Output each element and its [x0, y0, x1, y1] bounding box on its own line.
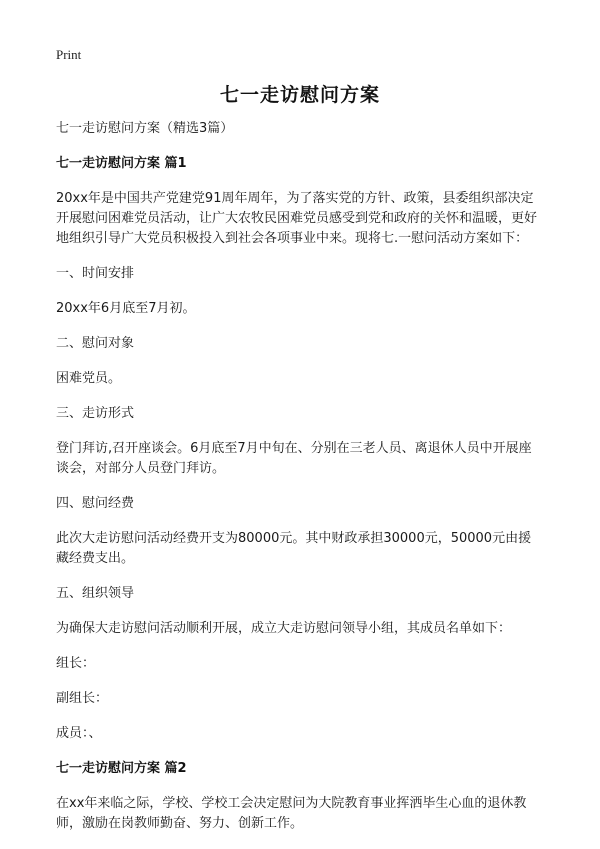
intro-paragraph: 20xx年是中国共产党建党91周年周年，为了落实党的方针、政策，县委组织部决定开展慰问困难党员活动，让广大农牧民困难党员感受到党和政府的关怀和温暖，更好地组织引导广大党员积极投入到社会各项事业中来。现将七.一慰问活动方案如下：	[56, 191, 538, 246]
target-heading: 二、慰问对象	[56, 336, 135, 351]
document-subtitle: 七一走访慰问方案（精选3篇）	[56, 121, 234, 136]
form-text: 登门拜访,召开座谈会。6月底至7月中旬在、分别在三老人员、离退休人员中开展座谈会，对部分人员登门拜访。	[56, 441, 532, 476]
document-body	[56, 119, 542, 849]
section-2-paragraph: 在xx年来临之际，学校、学校工会决定慰问为大院教育事业挥洒毕生心血的退休教师，激励在岗教师勤奋、努力、创新工作。	[56, 796, 527, 831]
target-text: 困难党员。	[56, 371, 122, 386]
time-text: 20xx年6月底至7月初。	[56, 301, 196, 316]
deputy-leader-line: 副组长：	[56, 691, 109, 706]
document-title: 七一走访慰问方案	[219, 84, 380, 106]
group-leader-line: 组长：	[56, 656, 96, 671]
fund-heading: 四、慰问经费	[56, 496, 135, 511]
section-2-heading: 七一走访慰问方案 篇2	[56, 761, 187, 776]
leader-heading: 五、组织领导	[56, 586, 135, 601]
fund-text: 此次大走访慰问活动经费开支为80000元。其中财政承担30000元，50000元由援藏经费支出。	[56, 531, 532, 566]
leader-text: 为确保大走访慰问活动顺利开展，成立大走访慰问领导小组，其成员名单如下：	[56, 621, 512, 636]
print-link[interactable]: Print	[56, 47, 82, 62]
section-1-heading: 七一走访慰问方案 篇1	[56, 156, 187, 171]
form-heading: 三、走访形式	[56, 406, 135, 421]
members-line: 成员：、	[56, 726, 102, 741]
time-heading: 一、时间安排	[56, 266, 135, 281]
